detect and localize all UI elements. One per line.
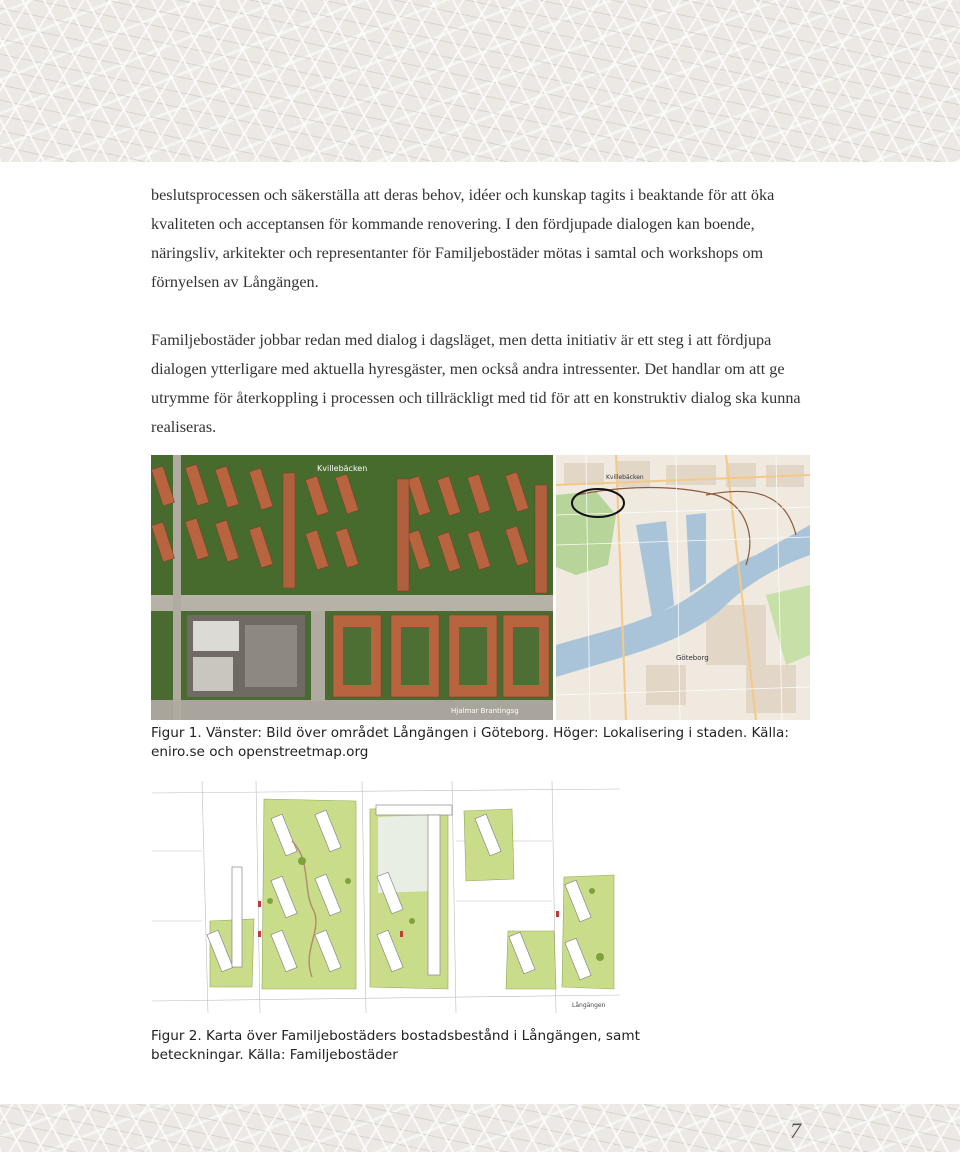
site-plan xyxy=(152,781,620,1013)
street-map xyxy=(556,455,810,720)
map-label-area: Kvillebäcken xyxy=(606,474,644,481)
body-paragraph-1: beslutsprocessen och säkerställa att deras behov, idéer och kunskap tagits i beaktande för att öka kvaliteten och acceptansen för kommande renovering. I den fördjupade dialogen kan boende, näringsliv, arkitekter och representanter för Familjebostäder mötas i samtal och workshops om förnyelsen av Långängen. xyxy=(151,186,775,291)
figure-2-caption: Figur 2. Karta över Familjebostäders bostadsbestånd i Långängen, samt beteckningar. Källa: Familjebostäder xyxy=(151,1028,640,1063)
aerial-label-district: Kvillebäcken xyxy=(317,464,368,473)
aerial-label-street: Hjalmar Brantingsg xyxy=(451,707,519,715)
body-paragraph-2: Familjebostäder jobbar redan med dialog i dagsläget, men detta initiativ är ett steg i att fördjupa dialogen ytterligare med aktuella hyresgäster, men också andra intressenter. Det handlar om att ge utrymme för återkoppling i processen och tillräckligt med tid för att en konstruktiv dialog ska kunna realiseras. xyxy=(151,331,801,436)
figure-1-caption: Figur 1. Vänster: Bild över området Långängen i Göteborg. Höger: Lokalisering i staden. Källa: eniro.se och openstreetmap.org xyxy=(151,725,789,760)
page-number: 7 xyxy=(790,1118,801,1143)
plan-label-street: Långängen xyxy=(572,1002,606,1009)
decorative-footer-band xyxy=(0,1104,960,1152)
aerial-photo xyxy=(151,455,553,720)
map-label-city: Göteborg xyxy=(676,654,709,662)
decorative-header-band xyxy=(0,0,960,162)
